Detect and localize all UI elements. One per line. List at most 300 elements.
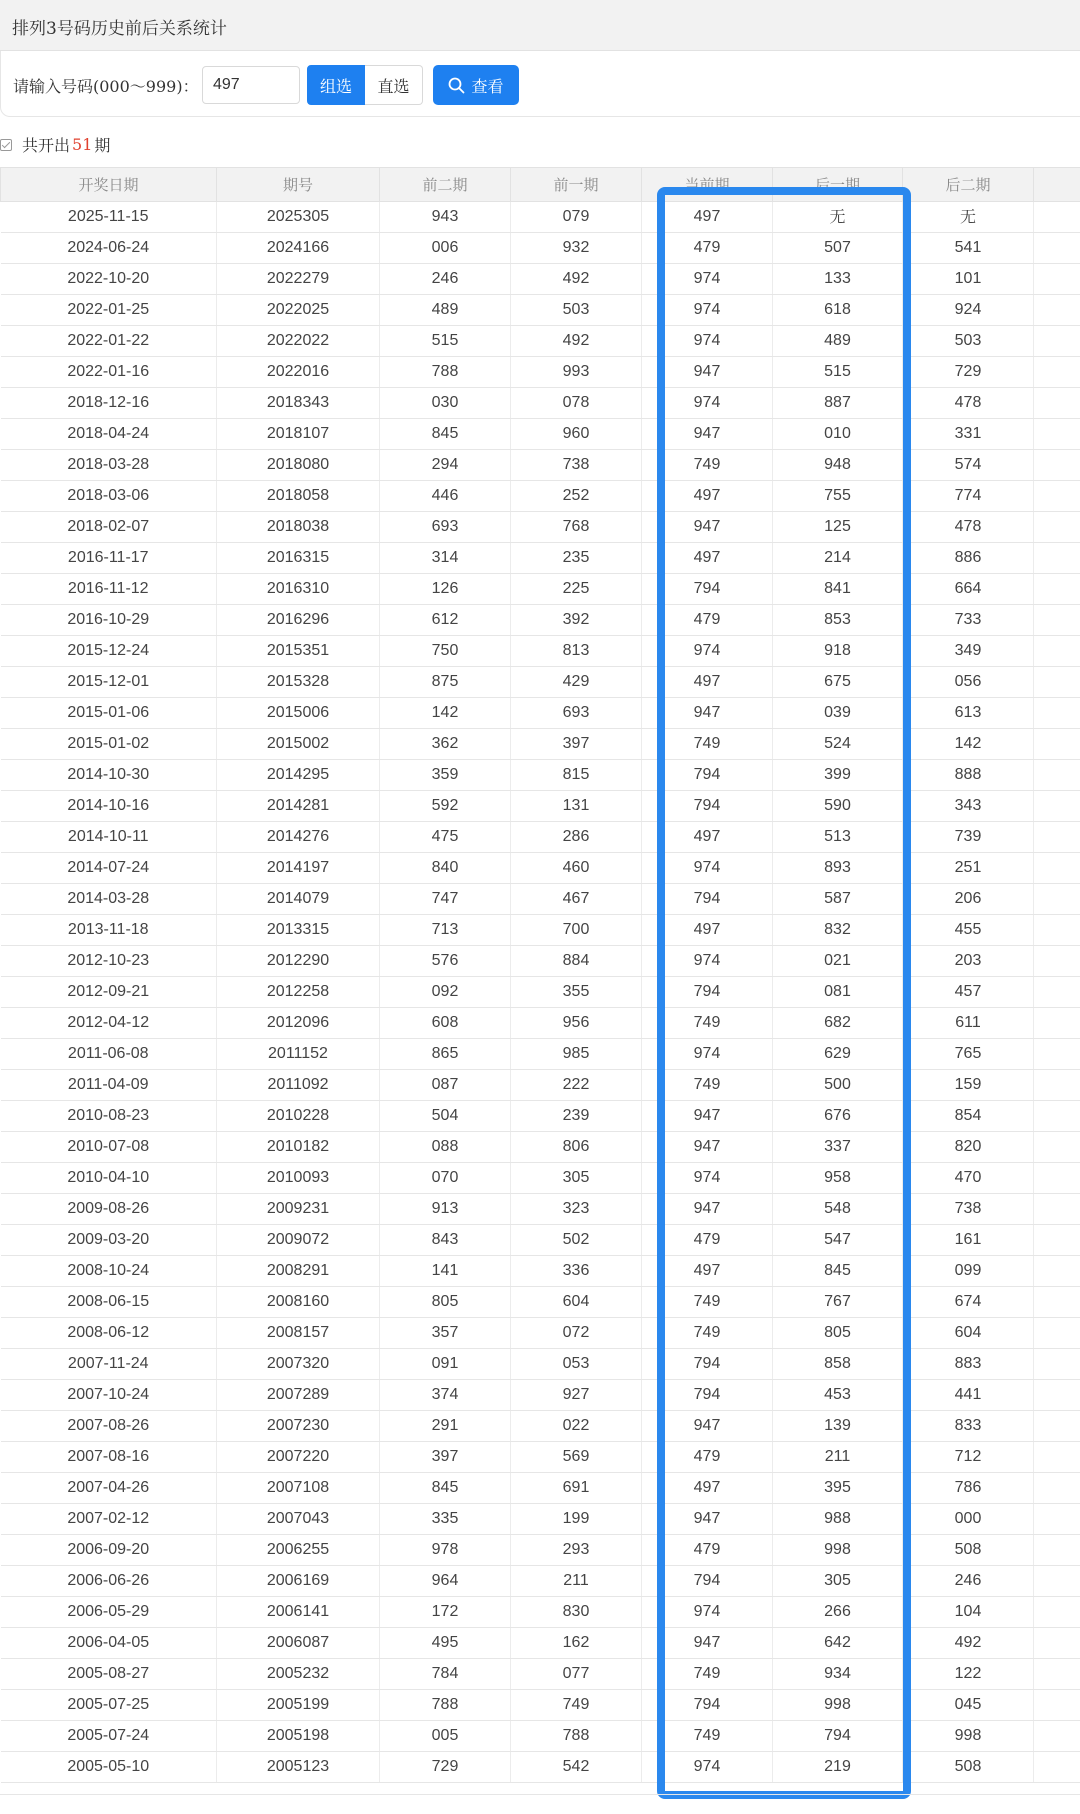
cell-prev-1: 429: [511, 667, 642, 698]
cell-next-2: 331: [903, 419, 1034, 450]
cell-filler: [1034, 1132, 1080, 1163]
cell-prev-2: 357: [380, 1318, 511, 1349]
cell-filler: [1034, 1163, 1080, 1194]
cell-next-2: 104: [903, 1597, 1034, 1628]
cell-next-2: 101: [903, 264, 1034, 295]
cell-prev-2: 840: [380, 853, 511, 884]
cell-prev-1: 078: [511, 388, 642, 419]
cell-issue: 2022025: [217, 295, 380, 326]
cell-current: 947: [642, 698, 773, 729]
cell-next-1: 893: [773, 853, 903, 884]
cell-prev-1: 985: [511, 1039, 642, 1070]
cell-current: 947: [642, 1628, 773, 1659]
cell-issue: 2010228: [217, 1101, 380, 1132]
table-row: [1, 1225, 1080, 1256]
cell-prev-2: 913: [380, 1194, 511, 1225]
cell-next-2: 712: [903, 1442, 1034, 1473]
cell-next-1: 081: [773, 977, 903, 1008]
cell-next-1: 139: [773, 1411, 903, 1442]
cell-next-2: 883: [903, 1349, 1034, 1380]
cell-draw-date: 2016-11-17: [1, 543, 217, 574]
table-row: [1, 1380, 1080, 1411]
table-row: [1, 1318, 1080, 1349]
cell-current: 794: [642, 760, 773, 791]
table-row: [1, 1287, 1080, 1318]
cell-filler: [1034, 946, 1080, 977]
number-input[interactable]: [202, 66, 300, 104]
cell-issue: 2007108: [217, 1473, 380, 1504]
cell-current: 794: [642, 1566, 773, 1597]
cell-prev-1: 815: [511, 760, 642, 791]
cell-issue: 2005232: [217, 1659, 380, 1690]
cell-issue: 2012290: [217, 946, 380, 977]
cell-issue: 2011152: [217, 1039, 380, 1070]
cell-prev-2: 805: [380, 1287, 511, 1318]
cell-draw-date: 2014-03-28: [1, 884, 217, 915]
cell-next-1: 845: [773, 1256, 903, 1287]
cell-issue: 2016315: [217, 543, 380, 574]
cell-issue: 2008291: [217, 1256, 380, 1287]
cell-next-1: 021: [773, 946, 903, 977]
table-row: [1, 977, 1080, 1008]
cell-next-1: 832: [773, 915, 903, 946]
cell-prev-1: 960: [511, 419, 642, 450]
cell-next-2: 457: [903, 977, 1034, 1008]
table-row: [1, 233, 1080, 264]
table-row: [1, 543, 1080, 574]
cell-draw-date: 2005-08-27: [1, 1659, 217, 1690]
cell-draw-date: 2014-10-16: [1, 791, 217, 822]
cell-current: 974: [642, 264, 773, 295]
cell-draw-date: 2018-02-07: [1, 512, 217, 543]
cell-filler: [1034, 1752, 1080, 1783]
cell-prev-2: 943: [380, 202, 511, 233]
header-issue[interactable]: 期号: [217, 168, 380, 202]
cell-draw-date: 2022-01-22: [1, 326, 217, 357]
group-mode-button[interactable]: 组选: [307, 65, 365, 105]
cell-prev-1: 884: [511, 946, 642, 977]
table-row: [1, 698, 1080, 729]
cell-draw-date: 2022-01-16: [1, 357, 217, 388]
cell-prev-2: 845: [380, 1473, 511, 1504]
table-row: [1, 1101, 1080, 1132]
cell-issue: 2014295: [217, 760, 380, 791]
table-row: [1, 1163, 1080, 1194]
cell-draw-date: 2015-01-06: [1, 698, 217, 729]
cell-prev-1: 467: [511, 884, 642, 915]
cell-next-2: 613: [903, 698, 1034, 729]
cell-filler: [1034, 1008, 1080, 1039]
cell-draw-date: 2024-06-24: [1, 233, 217, 264]
checkbox-icon[interactable]: [0, 139, 12, 151]
cell-prev-2: 374: [380, 1380, 511, 1411]
cell-draw-date: 2018-12-16: [1, 388, 217, 419]
cell-prev-1: 830: [511, 1597, 642, 1628]
cell-next-1: 453: [773, 1380, 903, 1411]
cell-issue: 2006141: [217, 1597, 380, 1628]
cell-prev-2: 964: [380, 1566, 511, 1597]
cell-issue: 2014197: [217, 853, 380, 884]
cell-next-1: 948: [773, 450, 903, 481]
cell-prev-1: 392: [511, 605, 642, 636]
cell-prev-1: 072: [511, 1318, 642, 1349]
cell-filler: [1034, 1597, 1080, 1628]
cell-next-2: 664: [903, 574, 1034, 605]
query-bar: [0, 51, 1080, 117]
cell-draw-date: 2010-07-08: [1, 1132, 217, 1163]
cell-prev-1: 700: [511, 915, 642, 946]
cell-issue: 2006169: [217, 1566, 380, 1597]
cell-prev-1: 604: [511, 1287, 642, 1318]
cell-prev-1: 749: [511, 1690, 642, 1721]
cell-next-2: 886: [903, 543, 1034, 574]
cell-prev-1: 199: [511, 1504, 642, 1535]
cell-filler: [1034, 1721, 1080, 1752]
cell-next-2: 729: [903, 357, 1034, 388]
cell-filler: [1034, 636, 1080, 667]
cell-next-2: 无: [903, 202, 1034, 233]
table-row: [1, 915, 1080, 946]
cell-prev-1: 211: [511, 1566, 642, 1597]
cell-draw-date: 2015-12-01: [1, 667, 217, 698]
cell-current: 794: [642, 884, 773, 915]
cell-current: 974: [642, 1039, 773, 1070]
cell-next-1: 988: [773, 1504, 903, 1535]
cell-filler: [1034, 233, 1080, 264]
cell-issue: 2018080: [217, 450, 380, 481]
header-next-1[interactable]: 后一期: [773, 168, 903, 202]
cell-current: 749: [642, 450, 773, 481]
cell-next-1: 133: [773, 264, 903, 295]
cell-prev-2: 504: [380, 1101, 511, 1132]
cell-filler: [1034, 543, 1080, 574]
cell-next-1: 010: [773, 419, 903, 450]
table-row: [1, 1442, 1080, 1473]
header-draw-date[interactable]: 开奖日期: [1, 168, 217, 202]
cell-filler: [1034, 1380, 1080, 1411]
cell-next-2: 203: [903, 946, 1034, 977]
cell-draw-date: 2016-10-29: [1, 605, 217, 636]
table-row: [1, 264, 1080, 295]
cell-prev-2: 092: [380, 977, 511, 1008]
cell-draw-date: 2012-04-12: [1, 1008, 217, 1039]
cell-prev-1: 355: [511, 977, 642, 1008]
cell-issue: 2007043: [217, 1504, 380, 1535]
cell-filler: [1034, 326, 1080, 357]
cell-prev-2: 612: [380, 605, 511, 636]
cell-issue: 2010093: [217, 1163, 380, 1194]
header-prev-1[interactable]: 前一期: [511, 168, 642, 202]
cell-draw-date: 2009-08-26: [1, 1194, 217, 1225]
cell-next-1: 587: [773, 884, 903, 915]
cell-next-1: 676: [773, 1101, 903, 1132]
cell-draw-date: 2007-04-26: [1, 1473, 217, 1504]
cell-current: 497: [642, 543, 773, 574]
cell-prev-2: 172: [380, 1597, 511, 1628]
cell-next-2: 674: [903, 1287, 1034, 1318]
cell-filler: [1034, 1504, 1080, 1535]
cell-issue: 2015328: [217, 667, 380, 698]
cell-issue: 2015006: [217, 698, 380, 729]
cell-prev-1: 813: [511, 636, 642, 667]
cell-prev-2: 142: [380, 698, 511, 729]
table-row: [1, 1535, 1080, 1566]
cell-prev-1: 502: [511, 1225, 642, 1256]
cell-next-2: 998: [903, 1721, 1034, 1752]
cell-prev-2: 314: [380, 543, 511, 574]
cell-prev-2: 087: [380, 1070, 511, 1101]
number-input-label: 请输入号码(000～999)：: [13, 77, 199, 96]
cell-draw-date: 2005-07-24: [1, 1721, 217, 1752]
cell-filler: [1034, 1287, 1080, 1318]
cell-next-1: 918: [773, 636, 903, 667]
cell-prev-1: 305: [511, 1163, 642, 1194]
table-row: [1, 667, 1080, 698]
cell-current: 974: [642, 636, 773, 667]
cell-current: 497: [642, 1256, 773, 1287]
cell-next-1: 125: [773, 512, 903, 543]
cell-filler: [1034, 574, 1080, 605]
cell-next-2: 159: [903, 1070, 1034, 1101]
cell-next-1: 767: [773, 1287, 903, 1318]
header-next-2[interactable]: 后二期: [903, 168, 1034, 202]
table-row: [1, 295, 1080, 326]
cell-next-1: 675: [773, 667, 903, 698]
cell-issue: 2005123: [217, 1752, 380, 1783]
table-row: [1, 760, 1080, 791]
cell-prev-2: 713: [380, 915, 511, 946]
cell-prev-2: 091: [380, 1349, 511, 1380]
cell-current: 947: [642, 1194, 773, 1225]
cell-prev-2: 397: [380, 1442, 511, 1473]
cell-filler: [1034, 295, 1080, 326]
cell-prev-2: 875: [380, 667, 511, 698]
table-row: [1, 450, 1080, 481]
table-row: [1, 1070, 1080, 1101]
cell-filler: [1034, 977, 1080, 1008]
cell-prev-1: 542: [511, 1752, 642, 1783]
cell-issue: 2009231: [217, 1194, 380, 1225]
table-row: [1, 853, 1080, 884]
cell-current: 497: [642, 915, 773, 946]
cell-current: 749: [642, 729, 773, 760]
direct-mode-button[interactable]: 直选: [365, 65, 423, 105]
cell-issue: 2007320: [217, 1349, 380, 1380]
cell-filler: [1034, 698, 1080, 729]
cell-next-1: 337: [773, 1132, 903, 1163]
cell-issue: 2025305: [217, 202, 380, 233]
cell-prev-1: 323: [511, 1194, 642, 1225]
cell-next-2: 478: [903, 512, 1034, 543]
cell-prev-2: 126: [380, 574, 511, 605]
cell-draw-date: 2014-10-11: [1, 822, 217, 853]
cell-filler: [1034, 419, 1080, 450]
cell-prev-1: 077: [511, 1659, 642, 1690]
cell-next-1: 853: [773, 605, 903, 636]
cell-filler: [1034, 1535, 1080, 1566]
cell-next-1: 489: [773, 326, 903, 357]
cell-next-1: 524: [773, 729, 903, 760]
cell-issue: 2012096: [217, 1008, 380, 1039]
cell-current: 974: [642, 853, 773, 884]
cell-current: 947: [642, 1132, 773, 1163]
cell-prev-2: 335: [380, 1504, 511, 1535]
cell-current: 947: [642, 1411, 773, 1442]
cell-next-1: 794: [773, 1721, 903, 1752]
cell-issue: 2018058: [217, 481, 380, 512]
cell-issue: 2018038: [217, 512, 380, 543]
table-row: [1, 1473, 1080, 1504]
table-row: [1, 481, 1080, 512]
cell-next-2: 765: [903, 1039, 1034, 1070]
cell-issue: 2022022: [217, 326, 380, 357]
summary-count: 51: [72, 135, 93, 154]
cell-next-1: 998: [773, 1535, 903, 1566]
cell-issue: 2007220: [217, 1442, 380, 1473]
cell-next-1: 无: [773, 202, 903, 233]
cell-filler: [1034, 1442, 1080, 1473]
cell-prev-2: 088: [380, 1132, 511, 1163]
cell-prev-1: 768: [511, 512, 642, 543]
cell-prev-1: 932: [511, 233, 642, 264]
cell-issue: 2018343: [217, 388, 380, 419]
table-row: [1, 1752, 1080, 1783]
cell-prev-2: 495: [380, 1628, 511, 1659]
cell-prev-1: 738: [511, 450, 642, 481]
cell-issue: 2016296: [217, 605, 380, 636]
table-row: [1, 822, 1080, 853]
cell-issue: 2010182: [217, 1132, 380, 1163]
cell-filler: [1034, 1318, 1080, 1349]
header-prev-2[interactable]: 前二期: [380, 168, 511, 202]
cell-prev-1: 286: [511, 822, 642, 853]
cell-prev-2: 788: [380, 357, 511, 388]
cell-next-1: 399: [773, 760, 903, 791]
cell-draw-date: 2007-08-26: [1, 1411, 217, 1442]
cell-filler: [1034, 202, 1080, 233]
cell-next-1: 805: [773, 1318, 903, 1349]
cell-next-2: 343: [903, 791, 1034, 822]
header-filler: [1034, 168, 1080, 202]
cell-filler: [1034, 388, 1080, 419]
cell-next-1: 887: [773, 388, 903, 419]
cell-current: 974: [642, 1163, 773, 1194]
cell-prev-2: 515: [380, 326, 511, 357]
cell-prev-2: 784: [380, 1659, 511, 1690]
cell-current: 947: [642, 1504, 773, 1535]
cell-next-2: 161: [903, 1225, 1034, 1256]
cell-issue: 2008160: [217, 1287, 380, 1318]
cell-next-1: 214: [773, 543, 903, 574]
cell-filler: [1034, 853, 1080, 884]
cell-next-2: 924: [903, 295, 1034, 326]
cell-next-2: 820: [903, 1132, 1034, 1163]
cell-current: 794: [642, 1690, 773, 1721]
cell-issue: 2011092: [217, 1070, 380, 1101]
cell-draw-date: 2010-04-10: [1, 1163, 217, 1194]
cell-draw-date: 2006-06-26: [1, 1566, 217, 1597]
cell-issue: 2005198: [217, 1721, 380, 1752]
cell-issue: 2007289: [217, 1380, 380, 1411]
cell-next-2: 541: [903, 233, 1034, 264]
cell-prev-1: 022: [511, 1411, 642, 1442]
cell-draw-date: 2010-08-23: [1, 1101, 217, 1132]
cell-prev-1: 293: [511, 1535, 642, 1566]
cell-filler: [1034, 1628, 1080, 1659]
cell-prev-1: 239: [511, 1101, 642, 1132]
table-row: [1, 1256, 1080, 1287]
cell-draw-date: 2012-09-21: [1, 977, 217, 1008]
cell-next-2: 000: [903, 1504, 1034, 1535]
table-row: [1, 1132, 1080, 1163]
cell-current: 794: [642, 791, 773, 822]
view-button[interactable]: [433, 65, 519, 105]
cell-next-1: 547: [773, 1225, 903, 1256]
cell-current: 479: [642, 1442, 773, 1473]
cell-next-2: 492: [903, 1628, 1034, 1659]
cell-current: 947: [642, 419, 773, 450]
cell-draw-date: 2009-03-20: [1, 1225, 217, 1256]
cell-filler: [1034, 760, 1080, 791]
cell-filler: [1034, 1349, 1080, 1380]
cell-filler: [1034, 1101, 1080, 1132]
header-current[interactable]: 当前期: [642, 168, 773, 202]
cell-next-1: 395: [773, 1473, 903, 1504]
cell-prev-1: 806: [511, 1132, 642, 1163]
cell-next-2: 739: [903, 822, 1034, 853]
cell-filler: [1034, 1411, 1080, 1442]
cell-filler: [1034, 822, 1080, 853]
cell-current: 974: [642, 946, 773, 977]
cell-next-1: 266: [773, 1597, 903, 1628]
cell-prev-1: 693: [511, 698, 642, 729]
cell-prev-2: 475: [380, 822, 511, 853]
panel-header: [0, 0, 1080, 51]
cell-next-2: 503: [903, 326, 1034, 357]
cell-next-2: 833: [903, 1411, 1034, 1442]
cell-filler: [1034, 791, 1080, 822]
cell-next-2: 508: [903, 1535, 1034, 1566]
cell-draw-date: 2006-09-20: [1, 1535, 217, 1566]
cell-draw-date: 2018-03-06: [1, 481, 217, 512]
cell-next-2: 854: [903, 1101, 1034, 1132]
cell-prev-1: 691: [511, 1473, 642, 1504]
cell-prev-2: 070: [380, 1163, 511, 1194]
table-row: [1, 357, 1080, 388]
table-row: [1, 1690, 1080, 1721]
table-row: [1, 419, 1080, 450]
cell-prev-1: 131: [511, 791, 642, 822]
table-row: [1, 1194, 1080, 1225]
cell-prev-2: 359: [380, 760, 511, 791]
cell-prev-1: 460: [511, 853, 642, 884]
cell-next-1: 958: [773, 1163, 903, 1194]
cell-current: 974: [642, 295, 773, 326]
cell-prev-1: 397: [511, 729, 642, 760]
cell-issue: 2024166: [217, 233, 380, 264]
cell-next-2: 142: [903, 729, 1034, 760]
cell-current: 974: [642, 326, 773, 357]
cell-current: 974: [642, 1752, 773, 1783]
table-row: [1, 1349, 1080, 1380]
cell-current: 479: [642, 1535, 773, 1566]
cell-prev-2: 246: [380, 264, 511, 295]
cell-next-1: 305: [773, 1566, 903, 1597]
divider: [0, 1794, 1080, 1795]
cell-current: 749: [642, 1318, 773, 1349]
cell-prev-1: 235: [511, 543, 642, 574]
cell-draw-date: 2006-04-05: [1, 1628, 217, 1659]
